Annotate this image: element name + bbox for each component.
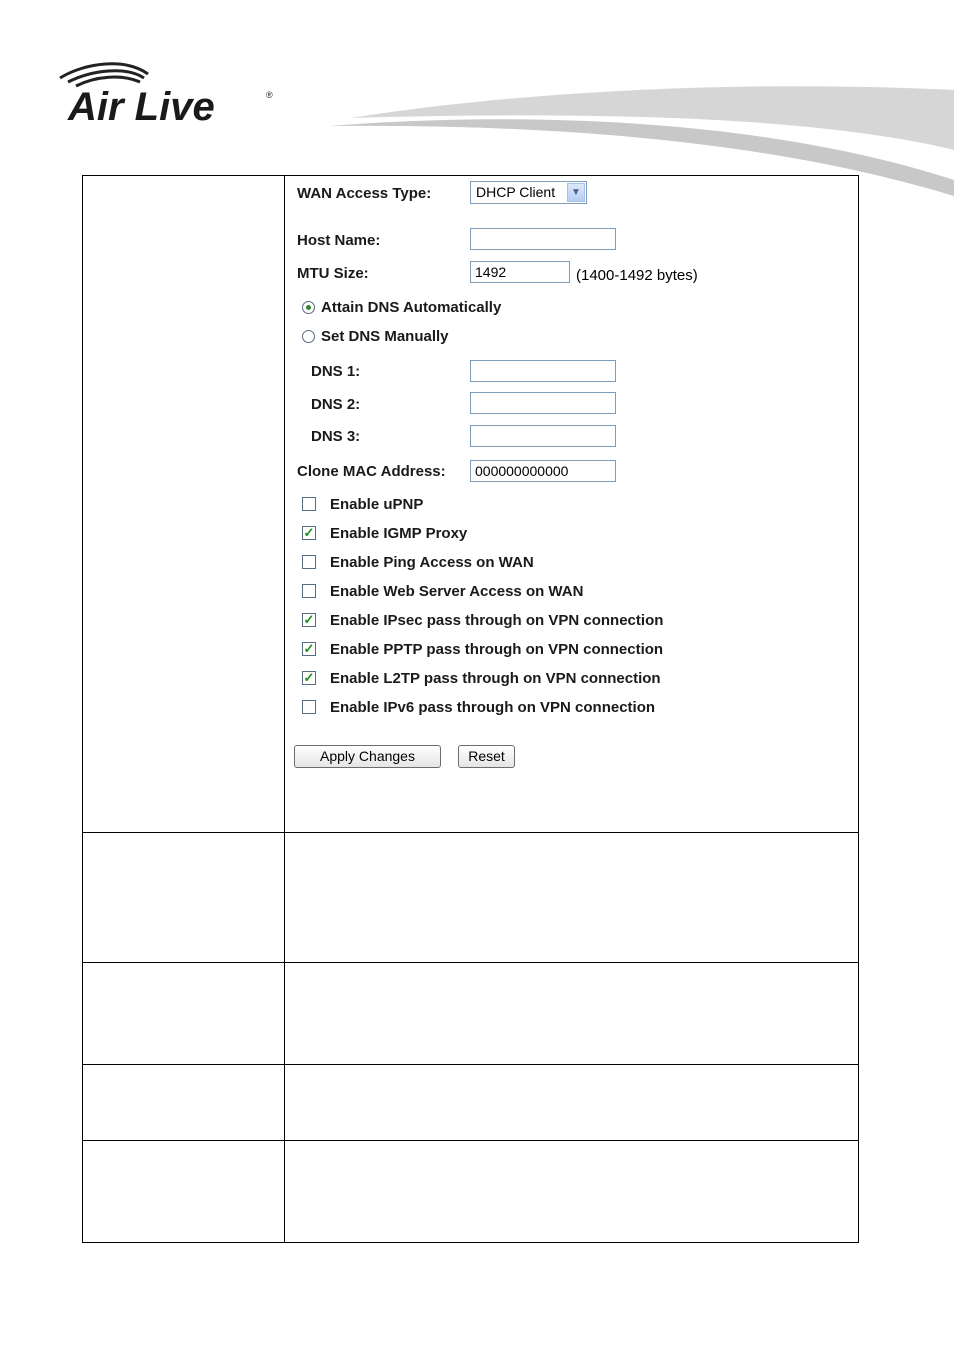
checkmark-icon: ✓ [303,670,315,685]
dns2-label: DNS 2: [311,396,361,413]
dns-auto-radio[interactable] [302,301,315,314]
option-label: Enable uPNP [330,496,424,513]
option-checkbox[interactable] [302,555,316,569]
host-name-input[interactable] [470,228,616,250]
option-checkbox[interactable] [302,613,316,627]
wan-access-type-label: WAN Access Type: [297,185,432,202]
svg-text:®: ® [266,90,273,100]
option-label: Enable IPv6 pass through on VPN connection [330,699,656,716]
wan-access-type-value: DHCP Client [476,184,556,200]
option-checkbox[interactable] [302,671,316,685]
option-checkbox[interactable] [302,700,316,714]
dns-manual-label: Set DNS Manually [321,328,449,345]
mtu-size-label: MTU Size: [297,265,369,282]
option-checkbox[interactable] [302,642,316,656]
option-label: Enable L2TP pass through on VPN connection [330,670,661,687]
option-label: Enable IPsec pass through on VPN connection [330,612,664,629]
checkmark-icon: ✓ [303,641,315,656]
clone-mac-input[interactable] [470,460,616,482]
option-label: Enable IGMP Proxy [330,525,468,542]
dns1-label: DNS 1: [311,363,361,380]
option-label: Enable PPTP pass through on VPN connection [330,641,664,658]
option-label: Enable Web Server Access on WAN [330,583,584,600]
dns3-input[interactable] [470,425,616,447]
dns1-input[interactable] [470,360,616,382]
apply-changes-button[interactable]: Apply Changes [294,745,441,768]
chevron-down-icon[interactable]: ▼ [567,183,585,202]
checkmark-icon: ✓ [303,612,315,627]
dns-auto-label: Attain DNS Automatically [321,299,502,316]
checkmark-icon: ✓ [303,525,315,540]
dns3-label: DNS 3: [311,428,361,445]
dns-manual-radio[interactable] [302,330,315,343]
svg-text:Air Live: Air Live [68,85,215,129]
mtu-size-input[interactable] [470,261,570,283]
reset-button[interactable]: Reset [458,745,515,768]
option-label: Enable Ping Access on WAN [330,554,534,571]
option-checkbox[interactable] [302,497,316,511]
dns2-input[interactable] [470,392,616,414]
wan-access-type-select[interactable] [470,181,587,204]
option-checkbox[interactable] [302,584,316,598]
mtu-size-hint: (1400-1492 bytes) [576,267,698,284]
clone-mac-label: Clone MAC Address: [297,463,446,480]
host-name-label: Host Name: [297,232,381,249]
option-checkbox[interactable] [302,526,316,540]
